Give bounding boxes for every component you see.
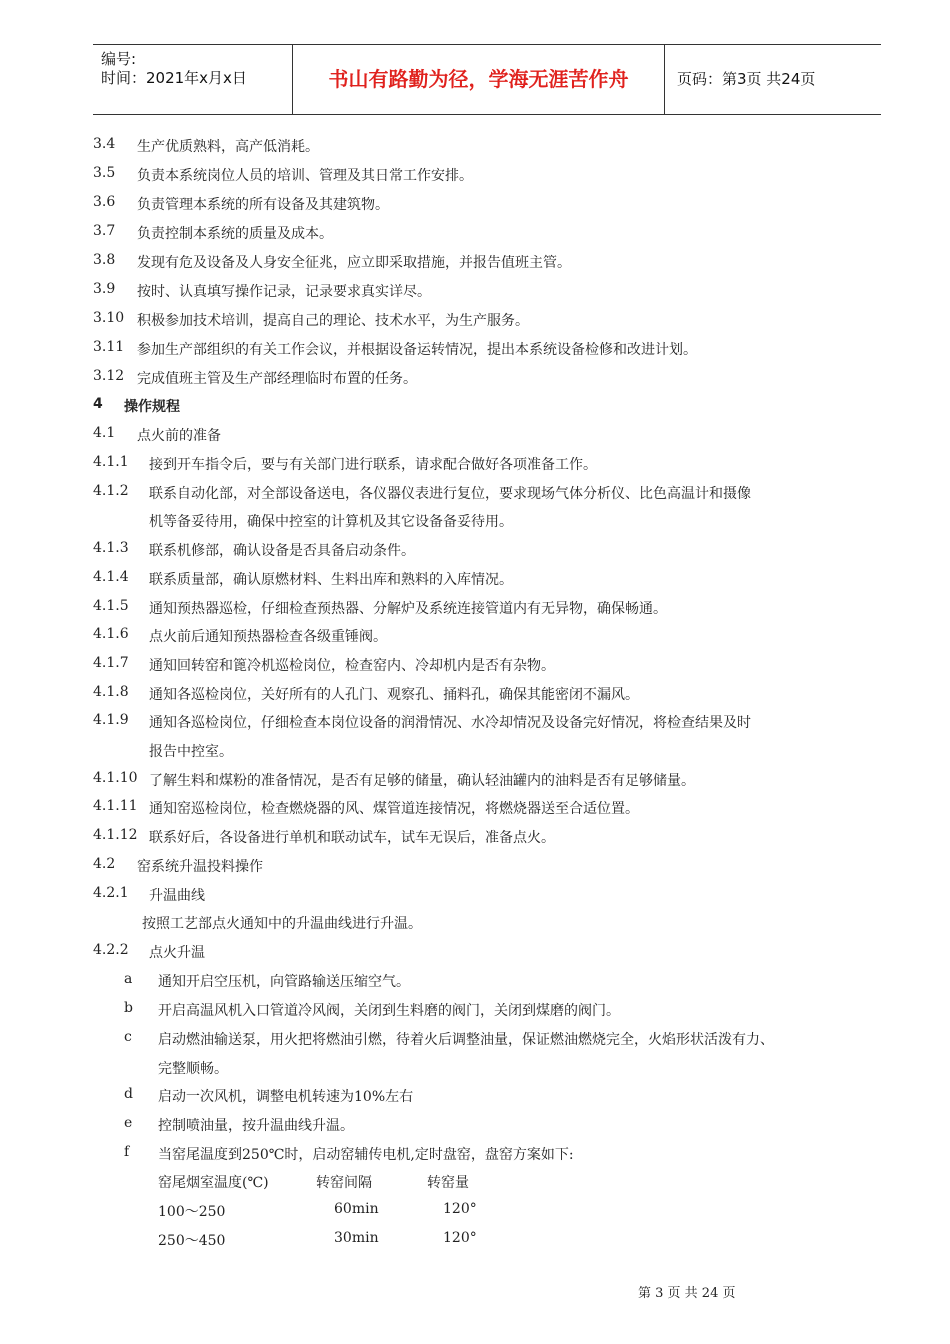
- line-text: 点火升温: [149, 945, 205, 961]
- line-number: 4.1.1: [93, 454, 129, 470]
- line-number: a: [124, 971, 133, 987]
- page-header: [93, 44, 881, 115]
- line-text: 通知各巡检岗位，仔细检查本岗位设备的润滑情况、水冷却情况及设备完好情况，将检查结果及时: [149, 715, 751, 731]
- line-number: 4.1.2: [93, 483, 129, 499]
- line-text: 启动燃油输送泵，用火把将燃油引燃，待着火后调整油量，保证燃油燃烧完全，火焰形状活泼有力、: [158, 1032, 774, 1048]
- line-text: 负责本系统岗位人员的培训、管理及其日常工作安排。: [137, 168, 473, 184]
- line-number: 4.1.4: [93, 569, 129, 585]
- line-text: 窑系统升温投料操作: [137, 859, 263, 875]
- document-time-label: 时间：2021年x月x日: [101, 69, 247, 87]
- line-number: 4.2.1: [93, 885, 129, 901]
- line-text: 接到开车指令后，要与有关部门进行联系，请求配合做好各项准备工作。: [149, 457, 597, 473]
- line-number: 3.10: [93, 310, 125, 326]
- line-text: 生产优质熟料，高产低消耗。: [137, 139, 319, 155]
- line-text: 了解生料和煤粉的准备情况，是否有足够的储量，确认轻油罐内的油料是否有足够储量。: [149, 773, 695, 789]
- line-number: f: [124, 1144, 130, 1160]
- table-header-cell: 转窑量: [427, 1175, 469, 1191]
- line-text: 负责控制本系统的质量及成本。: [137, 226, 333, 242]
- line-text: 点火前的准备: [137, 428, 221, 444]
- line-text: 按时、认真填写操作记录，记录要求真实详尽。: [137, 284, 431, 300]
- line-number: 3.12: [93, 368, 125, 384]
- table-cell: 100～250: [158, 1204, 226, 1220]
- line-number: 3.4: [93, 136, 116, 152]
- line-number: 4: [93, 396, 103, 412]
- line-text: 发现有危及设备及人身安全征兆，应立即采取措施，并报告值班主管。: [137, 255, 571, 271]
- line-text: 联系好后，各设备进行单机和联动试车，试车无误后，准备点火。: [149, 830, 555, 846]
- line-text: 通知回转窑和篦冷机巡检岗位，检查窑内、冷却机内是否有杂物。: [149, 658, 555, 674]
- line-number: 4.1.12: [93, 827, 138, 843]
- line-text: 参加生产部组织的有关工作会议，并根据设备运转情况，提出本系统设备检修和改进计划。: [137, 342, 697, 358]
- line-number: 3.5: [93, 165, 116, 181]
- line-number: 4.1.7: [93, 655, 129, 671]
- line-number: 4.1.8: [93, 684, 129, 700]
- line-number: 4.2.2: [93, 942, 129, 958]
- line-number: 3.8: [93, 252, 116, 268]
- line-text: 积极参加技术培训，提高自己的理论、技术水平，为生产服务。: [137, 313, 529, 329]
- line-number: e: [124, 1115, 133, 1131]
- line-text: 联系自动化部，对全部设备送电，各仪器仪表进行复位，要求现场气体分析仪、比色高温计和摄像: [149, 486, 751, 502]
- table-cell: 250～450: [158, 1233, 226, 1249]
- line-text: 机等备妥待用，确保中控室的计算机及其它设备备妥待用。: [149, 514, 513, 530]
- line-number: 3.7: [93, 223, 116, 239]
- page-footer: 第 3 页 共 24 页: [638, 1286, 736, 1301]
- header-meta: [93, 45, 293, 114]
- line-number: c: [124, 1029, 132, 1045]
- line-number: 3.9: [93, 281, 116, 297]
- header-page-number: 页码：第3页 共24页: [677, 70, 816, 88]
- header-motto: 书山有路勤为径，学海无涯苦作舟: [293, 45, 665, 114]
- line-text: 点火前后通知预热器检查各级重锤阀。: [149, 629, 387, 645]
- line-text: 负责管理本系统的所有设备及其建筑物。: [137, 197, 389, 213]
- table-cell: 120°: [443, 1201, 477, 1217]
- line-text: 控制喷油量，按升温曲线升温。: [158, 1118, 354, 1134]
- line-number: d: [124, 1086, 133, 1102]
- line-number: 3.6: [93, 194, 116, 210]
- line-text: 启动一次风机，调整电机转速为10%左右: [158, 1089, 414, 1105]
- line-text: 通知开启空压机，向管路输送压缩空气。: [158, 974, 410, 990]
- line-number: 4.1.10: [93, 770, 138, 786]
- line-number: 4.1.11: [93, 798, 138, 814]
- line-text: 完整顺畅。: [158, 1061, 228, 1077]
- line-number: 3.11: [93, 339, 125, 355]
- table-header-cell: 转窑间隔: [316, 1175, 372, 1191]
- line-number: 4.1.9: [93, 712, 129, 728]
- line-text: 升温曲线: [149, 888, 205, 904]
- table-cell: 120°: [443, 1230, 477, 1246]
- line-text: 通知预热器巡检，仔细检查预热器、分解炉及系统连接管道内有无异物，确保畅通。: [149, 601, 667, 617]
- line-text: 操作规程: [124, 399, 180, 415]
- line-text: 联系机修部，确认设备是否具备启动条件。: [149, 543, 415, 559]
- line-text: 完成值班主管及生产部经理临时布置的任务。: [137, 371, 417, 387]
- table-cell: 30min: [334, 1230, 379, 1246]
- table-header-cell: 窑尾烟室温度(℃): [158, 1175, 269, 1191]
- line-text: 通知窑巡检岗位，检查燃烧器的风、煤管道连接情况，将燃烧器送至合适位置。: [149, 801, 639, 817]
- line-number: 4.1.3: [93, 540, 129, 556]
- line-text: 开启高温风机入口管道冷风阀，关闭到生料磨的阀门，关闭到煤磨的阀门。: [158, 1003, 620, 1019]
- line-number: b: [124, 1000, 133, 1016]
- line-number: 4.1.6: [93, 626, 129, 642]
- line-number: 4.1: [93, 425, 116, 441]
- line-number: 4.1.5: [93, 598, 129, 614]
- line-text: 联系质量部，确认原燃材料、生料出库和熟料的入库情况。: [149, 572, 513, 588]
- line-text: 按照工艺部点火通知中的升温曲线进行升温。: [142, 916, 422, 932]
- document-number-label: 编号:: [101, 50, 137, 68]
- line-text: 通知各巡检岗位，关好所有的人孔门、观察孔、捅料孔，确保其能密闭不漏风。: [149, 687, 639, 703]
- line-text: 当窑尾温度到250℃时，启动窑辅传电机,定时盘窑，盘窑方案如下:: [158, 1147, 574, 1163]
- table-cell: 60min: [334, 1201, 379, 1217]
- line-number: 4.2: [93, 856, 116, 872]
- line-text: 报告中控室。: [149, 744, 233, 760]
